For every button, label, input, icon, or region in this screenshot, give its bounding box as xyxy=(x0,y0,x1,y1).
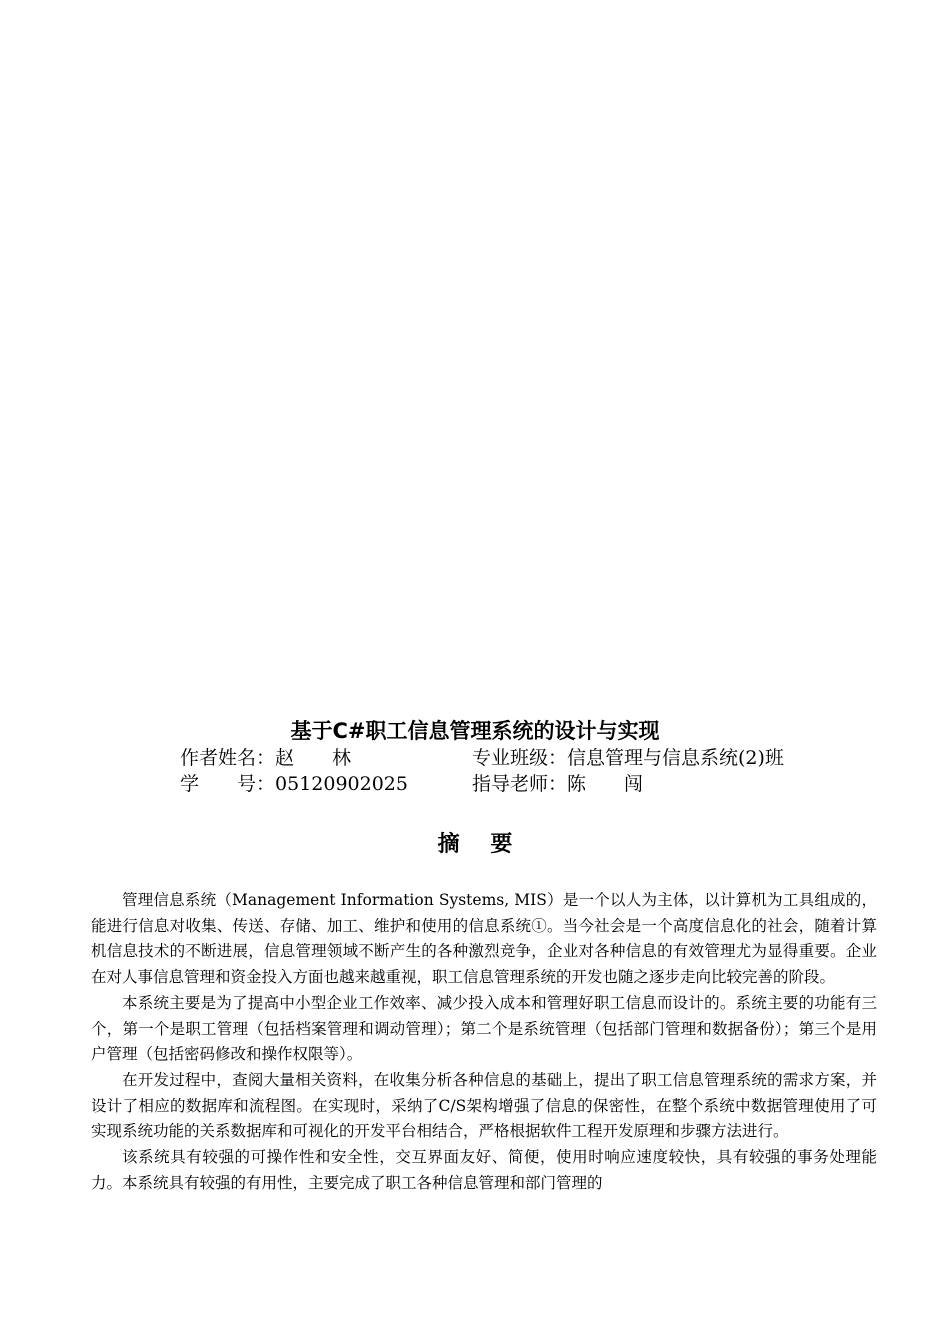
class-field xyxy=(472,745,784,771)
student-id-value: 05120902025 xyxy=(275,773,408,795)
advisor-value: 陈 闯 xyxy=(567,773,644,795)
abstract-paragraph: 该系统具有较强的可操作性和安全性，交互界面友好、简便，使用时响应速度较快，具有较强的事务处理能力。本系统具有较强的有用性，主要完成了职工各种信息管理和部门管理的 xyxy=(91,1148,877,1192)
abstract-heading: 摘要 xyxy=(437,832,544,857)
meta-row-id xyxy=(180,771,644,797)
meta-row-author xyxy=(180,745,784,771)
abstract-paragraph: 管理信息系统（Management Information Systems, MIS）是一个以人为主体，以计算机为工具组成的，能进行信息对收集、传送、存储、加工、维护和使用的信息系统①。当今社会是一个高度信息化的社会，随着计算机信息技术的不断进展，信息管理领域不断产生的各种激烈竞争，企业对各种信息的有效管理尤为显得重要。企业在对人事信息管理和资金投入方面也越来越重视，职工信息管理系统的开发也随之逐步走向比较完善的阶段。 xyxy=(91,891,877,987)
advisor-label: 指导老师： xyxy=(472,773,568,795)
abstract-paragraph: 在开发过程中，查阅大量相关资料，在收集分析各种信息的基础上，提出了职工信息管理系统的需求方案，并设计了相应的数据库和流程图。在实现时，采纳了C/S架构增强了信息的保密性，在整个系统中数据管理使用了可实现系统功能的关系数据库和可视化的开发平台相结合，严格根据软件工程开发原理和步骤方法进行。 xyxy=(91,1070,877,1141)
abstract-body xyxy=(91,888,877,1196)
author-value: 赵 林 xyxy=(275,747,352,769)
student-id-label: 学 号： xyxy=(180,773,276,795)
advisor-field xyxy=(472,771,643,797)
class-value: 信息管理与信息系统(2)班 xyxy=(567,747,784,769)
abstract-paragraph: 本系统主要是为了提高中小型企业工作效率、减少投入成本和管理好职工信息而设计的。系统主要的功能有三个，第一个是职工管理（包括档案管理和调动管理）；第二个是系统管理（包括部门管理和数据备份）；第三个是用户管理（包括密码修改和操作权限等）。 xyxy=(91,993,877,1064)
class-label: 专业班级： xyxy=(472,747,568,769)
author-label: 作者姓名： xyxy=(180,747,276,769)
paper-title: 基于C#职工信息管理系统的设计与实现 xyxy=(290,719,660,743)
